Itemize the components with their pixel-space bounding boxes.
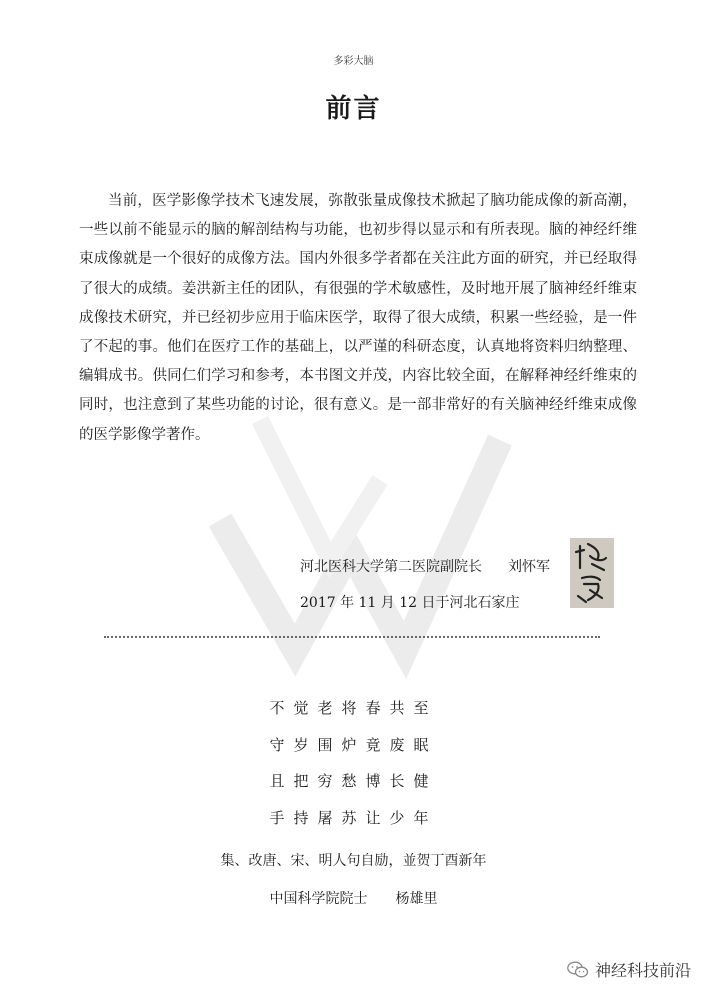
signature-affiliation: 河北医科大学第二医院副院长	[300, 559, 482, 575]
dotted-divider	[104, 636, 600, 638]
wechat-icon	[567, 961, 589, 979]
running-head: 多彩大脑	[333, 56, 374, 67]
poem-line: 不觉老将春共至	[269, 699, 438, 717]
brand-name: 神经科技前沿	[594, 961, 691, 980]
poem	[0, 690, 707, 836]
poem-author-affiliation: 中国科学院院士	[269, 891, 368, 907]
poem-author-name: 杨雄里	[395, 891, 438, 907]
poem-line: 守岁围炉竟废眠	[269, 735, 438, 754]
page-title: 前言	[325, 94, 382, 124]
poem-line: 且把穷愁博长健	[269, 772, 438, 790]
poem-dedication: 集、改唐、宋、明人句自励，並贺丁酉新年	[220, 853, 487, 869]
poem-attribution	[0, 888, 707, 908]
preface-paragraph: 当前，医学影像学技术飞速发展，弥散张量成像技术掀起了脑功能成像的新高潮，一些以前不能显示的脑的解剖结构与功能，也初步得以显示和有所表现。脑的神经纤维束成像就是一个很好的成像方法。国内外很多学者都在关注此方面的研究，并已经取得了很大的成绩。姜洪新主任的团队，有很强的学术敏感性，及时地开展了脑神经纤维束成像技术研究，并已经初步应用于临床医学，取得了很大成绩，积累一些经验，是一件了不起的事。他们在医疗工作的基础上，以严谨的科研态度，认真地将资料归纳整理、编辑成书。供同仁们学习和参考，本书图文并茂，内容比较全面，在解释神经纤维束的同时，也注意到了某些功能的讨论，很有意义。是一部非常好的有关脑神经纤维束成像的医学影像学著作。	[79, 193, 637, 443]
brand-badge	[567, 958, 691, 981]
poem-line: 手持屠苏让少年	[269, 808, 438, 827]
signature-line	[300, 556, 550, 576]
signature-name: 刘怀军	[508, 559, 550, 575]
signature-date: 2017 年 11 月 12 日于河北石家庄	[300, 595, 520, 611]
handwritten-signature-seal	[570, 538, 614, 608]
